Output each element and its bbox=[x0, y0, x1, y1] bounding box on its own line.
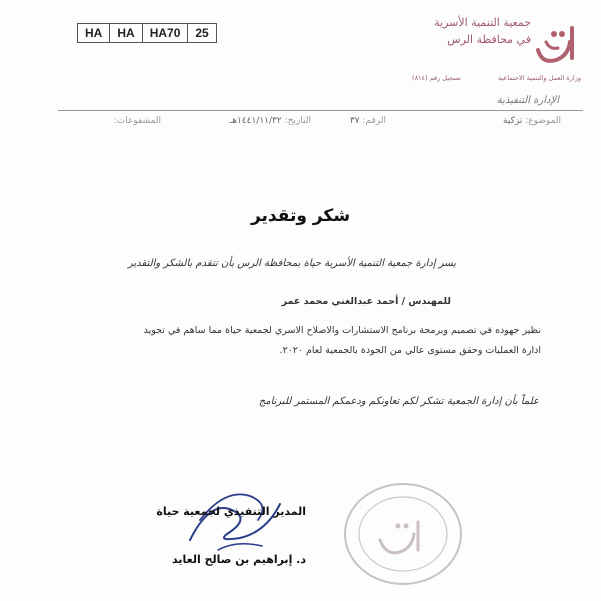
org-name-line2: في محافظة الرس bbox=[447, 33, 531, 46]
signatory-name: د. إبراهيم بن صالح العايد bbox=[172, 553, 306, 566]
date-value: ١٤٤١/١١/٣٢هـ bbox=[229, 116, 282, 126]
recipient-line: للمهندس / أحمد عبدالغني محمد عمر bbox=[281, 296, 451, 307]
reference-codes bbox=[77, 23, 217, 43]
code-box: 25 bbox=[195, 26, 209, 40]
subject-value: تزكية bbox=[503, 116, 523, 126]
code-box: HA bbox=[110, 24, 142, 42]
header-divider bbox=[58, 110, 583, 111]
registration-number: تسجيل رقم (٨١٤) bbox=[412, 74, 461, 82]
code-box: HA bbox=[78, 24, 110, 42]
code-box: HA70 bbox=[143, 24, 189, 42]
subject-label: الموضوع: bbox=[525, 116, 561, 126]
official-stamp-icon bbox=[338, 478, 468, 590]
department-name: الإدارة التنفيذية bbox=[496, 95, 559, 106]
date-field bbox=[230, 116, 311, 126]
attachments-field bbox=[114, 116, 161, 126]
ministry-name: وزارة العمل والتنمية الاجتماعية bbox=[497, 74, 581, 82]
body-line-1: نظير جهوده في تصميم وبرمجة برنامج الاستشارات والاصلاح الاسري لجمعية حياة مما ساهم في تجويد bbox=[143, 325, 541, 336]
letter-title: شكر وتقدير bbox=[250, 206, 351, 226]
closing-line: علماً بأن إدارة الجمعية تشكر لكم تعاونكم ودعمكم المستمر للبرنامج bbox=[258, 396, 539, 407]
subject-field bbox=[503, 116, 561, 126]
attachments-label: المشفوعات: bbox=[113, 116, 161, 126]
number-label: الرقم: bbox=[362, 116, 386, 126]
greeting-line: يسر إدارة جمعية التنمية الأسرية حياة بمحافظة الرس بأن تتقدم بالشكر والتقدير bbox=[127, 258, 456, 269]
number-field bbox=[350, 116, 386, 126]
hayat-logo-icon bbox=[532, 20, 582, 70]
signatory-title: المدير التنفيذي لجمعية حياة bbox=[156, 505, 306, 518]
date-label: التاريخ: bbox=[284, 116, 311, 126]
number-value: ٣٧ bbox=[349, 116, 360, 126]
body-line-2: ادارة العمليات وحقق مستوى عالي من الجودة بالجمعية لعام ٢٠٢٠. bbox=[279, 345, 541, 356]
org-name-line1: جمعية التنمية الأسرية bbox=[434, 16, 531, 29]
